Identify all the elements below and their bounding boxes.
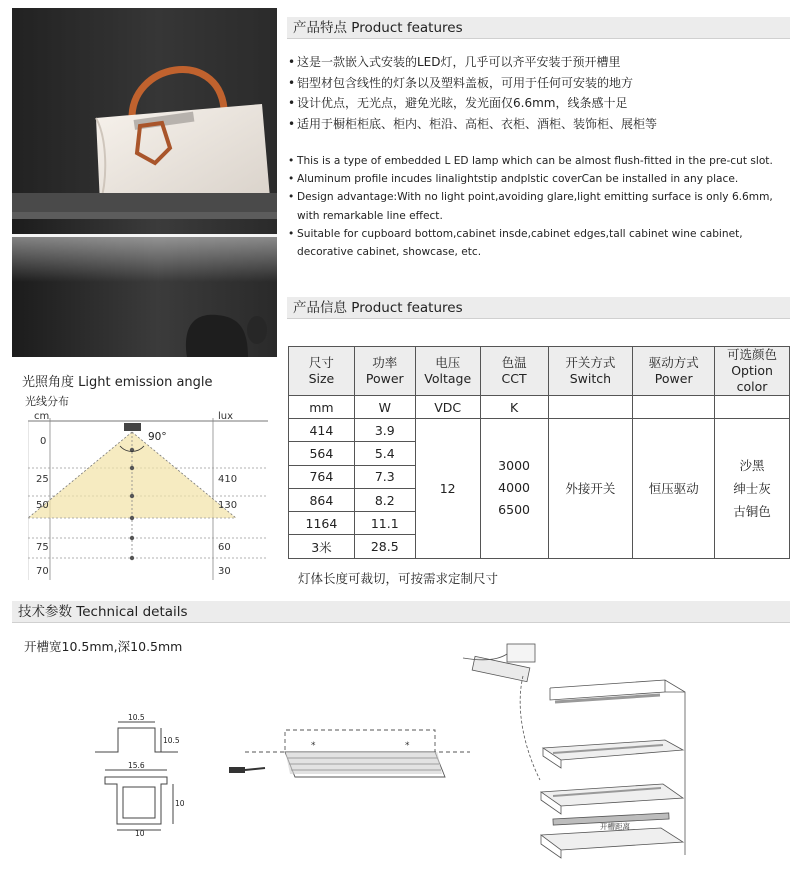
power-cell: 7.3	[354, 465, 415, 488]
lux-value: 130	[218, 500, 238, 511]
features-list-english	[288, 152, 793, 261]
profile-cross-section	[95, 712, 200, 837]
light-angle-subtitle: 光线分布	[25, 395, 69, 408]
angle-label: 90°	[148, 431, 167, 443]
lamp-icon	[124, 423, 141, 431]
header-color: 可选颜色 Option color	[715, 347, 790, 396]
feature-cn: • 适用于橱柜柜底、柜内、柜沿、高柜、衣柜、酒柜、装饰柜、展柜等	[288, 114, 657, 135]
lux-value: 410	[218, 474, 238, 485]
table-note: 灯体长度可裁切，可按需求定制尺寸	[298, 571, 499, 586]
size-cell: 414	[289, 419, 355, 442]
spec-table	[288, 346, 790, 559]
power-cell: 28.5	[354, 535, 415, 558]
header-drive: 驱动方式 Power	[633, 347, 715, 396]
dimension-label: 10.5	[128, 713, 145, 722]
header-power: 功率 Power	[354, 347, 415, 396]
lux-unit-label: lux	[218, 411, 234, 422]
color-cell: 沙黑 绅士灰 古铜色	[715, 419, 790, 559]
unit-cell	[548, 396, 633, 419]
header-size: 尺寸 Size	[289, 347, 355, 396]
size-cell: 1164	[289, 512, 355, 535]
unit-cell: W	[354, 396, 415, 419]
header-voltage: 电压 Voltage	[415, 347, 480, 396]
unit-cell	[715, 396, 790, 419]
header-switch: 开关方式 Switch	[548, 347, 633, 396]
dimension-label: 10	[175, 799, 185, 808]
cabinet-installation-drawing	[455, 640, 695, 872]
power-cell: 11.1	[354, 512, 415, 535]
cm-value: 50	[36, 500, 49, 511]
feature-en: • Aluminum profile incudes linalightstip andplstic coverCan be installed in any place.	[288, 170, 793, 188]
voltage-cell: 12	[415, 419, 480, 559]
cm-value: 75	[36, 542, 49, 553]
unit-cell: K	[480, 396, 548, 419]
tech-details-heading: 技术参数 Technical details	[12, 601, 790, 623]
feature-en: • This is a type of embedded L ED lamp which can be almost flush-fitted in the pre-cut slot.	[288, 152, 793, 170]
unit-cell	[633, 396, 715, 419]
power-cell: 3.9	[354, 419, 415, 442]
size-cell: 764	[289, 465, 355, 488]
feature-cn: • 这是一款嵌入式安装的LED灯，几乎可以齐平安装于预开槽里	[288, 52, 657, 73]
dimension-label: 10.5	[163, 736, 180, 745]
feature-en-continued: decorative cabinet, showcase, etc.	[297, 246, 482, 259]
lux-value: 30	[218, 566, 231, 577]
light-angle-title: 光照角度 Light emission angle	[22, 375, 213, 390]
feature-cn: • 铝型材包含线性的灯条以及塑料盖板，可用于任何可安装的地方	[288, 73, 657, 94]
product-info-heading: 产品信息 Product features	[287, 297, 790, 319]
svg-text:*: *	[405, 741, 410, 751]
units-row	[289, 396, 790, 419]
light-distribution-diagram	[28, 408, 268, 580]
installed-strip-drawing	[225, 722, 475, 792]
switch-cell: 外接开关	[548, 419, 633, 559]
svg-text:*: *	[311, 741, 316, 751]
power-cell: 5.4	[354, 442, 415, 465]
size-cell: 864	[289, 488, 355, 511]
lux-value: 60	[218, 542, 231, 553]
cm-unit-label: cm	[34, 411, 50, 422]
feature-en: • Suitable for cupboard bottom,cabinet insde,cabinet edges,tall cabinet wine cabinet,	[288, 225, 793, 243]
unit-cell: mm	[289, 396, 355, 419]
table-row	[289, 419, 790, 442]
dimension-label: 15.6	[128, 761, 145, 770]
power-cell: 8.2	[354, 488, 415, 511]
size-cell: 564	[289, 442, 355, 465]
dimension-label: 10	[135, 829, 145, 837]
feature-cn: • 设计优点，无光点，避免光眩，发光面仅6.6mm，线条感十足	[288, 93, 657, 114]
install-label: 开槽距离	[600, 822, 630, 831]
cct-cell: 3000 4000 6500	[480, 419, 548, 559]
header-cct: 色温 CCT	[480, 347, 548, 396]
features-list-chinese	[288, 52, 657, 134]
cm-value: 70	[36, 566, 49, 577]
cm-value: 25	[36, 474, 49, 485]
tech-subtitle: 开槽宽10.5mm,深10.5mm	[24, 639, 183, 654]
feature-en-continued: with remarkable line effect.	[297, 209, 443, 222]
size-cell: 3米	[289, 535, 355, 558]
product-photo	[12, 8, 277, 357]
unit-cell: VDC	[415, 396, 480, 419]
feature-en: • Design advantage:With no light point,avoiding glare,light emitting surface is only 6.6mm,	[288, 188, 793, 206]
product-features-heading: 产品特点 Product features	[287, 17, 790, 39]
drive-cell: 恒压驱动	[633, 419, 715, 559]
cm-value: 0	[40, 436, 47, 447]
